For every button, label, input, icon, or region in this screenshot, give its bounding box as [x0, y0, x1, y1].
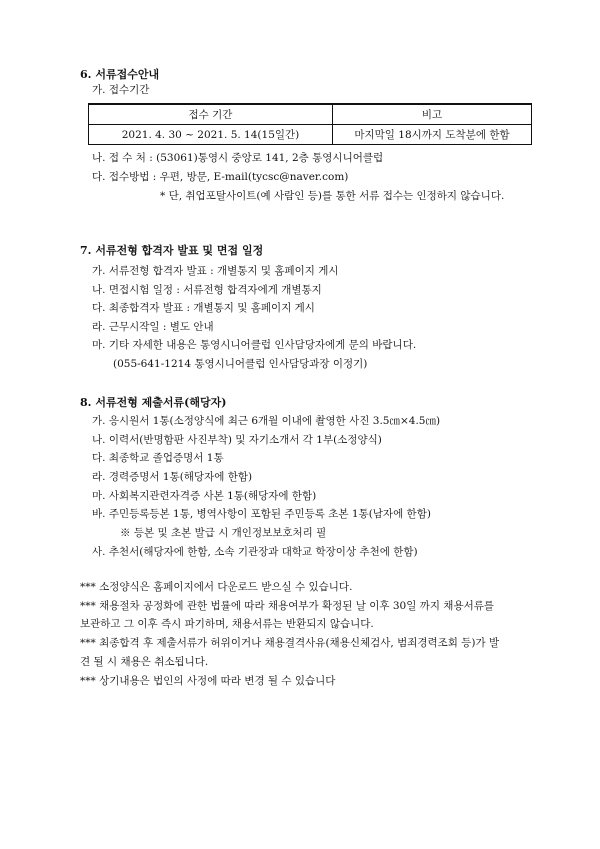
section-7-item: 마. 기타 자세한 내용은 통영시니어클럽 인사담당자에게 문의 바랍니다. [92, 339, 417, 351]
reception-period-table [88, 103, 532, 145]
table-header-remark: 비고 [333, 104, 532, 125]
section-8-item: 라. 경력증명서 1통(해당자에 한함) [92, 471, 253, 483]
section-6-title: 6. 서류접수안내 [80, 68, 160, 81]
section-8-item: 가. 응시원서 1통(소정양식에 최근 6개월 이내에 촬영한 사진 3.5㎝×4.5㎝) [92, 415, 441, 427]
footnote: 견 될 시 채용은 취소됩니다. [80, 656, 209, 668]
footnote: *** 채용절차 공정화에 관한 법률에 따라 채용여부가 확정된 날 이후 30일 까지 채용서류를 [80, 600, 495, 612]
section-7-contact: (055-641-1214 통영시니어클럽 인사담당과장 이정기) [113, 358, 368, 370]
section-8-item: 마. 사회복지관련자격증 사본 1통(해당자에 한함) [92, 490, 317, 502]
footnote: *** 소정양식은 홈페이지에서 다운로드 받으실 수 있습니다. [80, 581, 353, 593]
section-6-item-c: 다. 접수방법 : 우편, 방문, E-mail(tycsc@naver.com) [92, 171, 349, 183]
table-cell-remark: 마지막일 18시까지 도착분에 한함 [333, 125, 532, 145]
table-row [89, 125, 532, 145]
section-7-item: 다. 최종합격자 발표 : 개별통지 및 홈페이지 게시 [92, 302, 315, 314]
section-8-item: 사. 추천서(해당자에 한함, 소속 기관장과 대학교 학장이상 추천에 한함) [92, 546, 418, 558]
table-header-row [89, 104, 532, 125]
table-cell-period: 2021. 4. 30 ~ 2021. 5. 14(15일간) [89, 125, 333, 145]
footnote: 보관하고 그 이후 즉시 파기하며, 채용서류는 반환되지 않습니다. [80, 618, 374, 630]
section-7-item: 라. 근무시작일 : 별도 안내 [92, 321, 214, 333]
section-7-item: 나. 면접시험 일정 : 서류전형 합격자에게 개별통지 [92, 284, 322, 296]
section-7-title: 7. 서류전형 합격자 발표 및 면접 일정 [80, 244, 264, 257]
section-8-note: ※ 등본 및 초본 발급 시 개인정보보호처리 필 [120, 527, 327, 539]
section-6-note: * 단, 취업포탈사이트(예 사람인 등)를 통한 서류 접수는 인정하지 않습니다. [160, 190, 505, 202]
section-8-item: 다. 최종학교 졸업증명서 1통 [92, 452, 224, 464]
section-8-title: 8. 서류전형 제출서류(해당자) [80, 396, 227, 409]
section-8-item: 나. 이력서(반명함판 사진부착) 및 자기소개서 각 1부(소정양식) [92, 434, 382, 446]
section-7-item: 가. 서류전형 합격자 발표 : 개별통지 및 홈페이지 게시 [92, 265, 339, 277]
section-8-item: 바. 주민등록등본 1통, 병역사항이 포함된 주민등록 초본 1통(남자에 한함) [92, 508, 431, 520]
footnote: *** 최종합격 후 제출서류가 허위이거나 채용결격사유(채용신체검사, 범죄경력조회 등)가 발 [80, 637, 500, 649]
section-6-item-b: 나. 접 수 처 : (53061)통영시 중앙로 141, 2층 통영시니어클럽 [92, 152, 384, 164]
footnote: *** 상기내용은 법인의 사정에 따라 변경 될 수 있습니다 [80, 675, 336, 687]
section-6-item-a: 가. 접수기간 [92, 84, 150, 96]
table-header-period: 접수 기간 [89, 104, 333, 125]
